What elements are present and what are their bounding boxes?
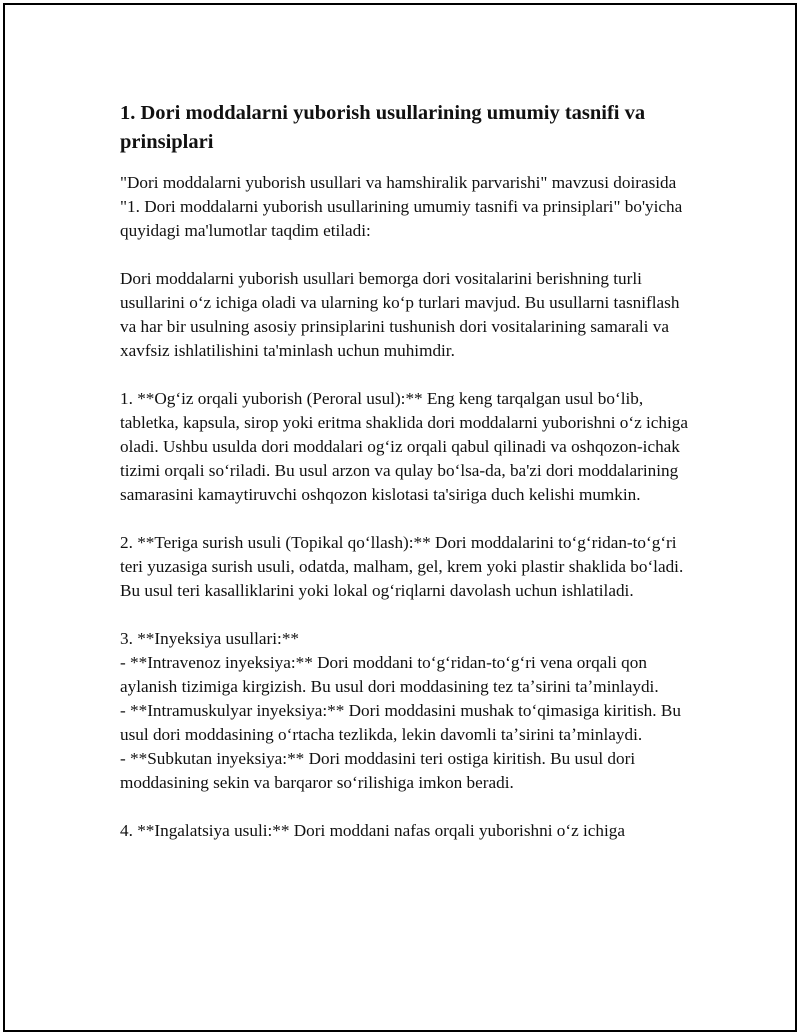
paragraph-gap [120, 363, 695, 387]
overview-paragraph: Dori moddalarni yuborish usullari bemorga dori vositalarini berishning turli usullarini oʻz ichiga oladi va ularning koʻp turlari mavjud. Bu usullarni tasniflash va har bir usulning asosiy prinsiplarini tushunish dori vositalarining samarali va xavfsiz ishlatilishini ta'minlash uchun muhimdir. [120, 269, 680, 360]
paragraph-gap [120, 795, 695, 819]
topical-route-paragraph: 2. **Teriga surish usuli (Topikal qoʻllash):** Dori moddalarini toʻgʻridan-toʻgʻri teri yuzasiga surish usuli, odatda, malham, gel, krem yoki plastir shaklida boʻladi. Bu usul teri kasalliklarini yoki lokal ogʻriqlarni davolash uchun ishlatiladi. [120, 533, 684, 600]
document-title: 1. Dori moddalarni yuborish usullarining umumiy tasnifi va prinsiplari [120, 102, 646, 153]
injection-routes-paragraph: 3. **Inyeksiya usullari:** - **Intravenoz inyeksiya:** Dori moddani toʻgʻridan-toʻgʻri vena orqali qon aylanish tizimiga kirgizish. Bu usul dori moddasining tez taʼsirini taʼminlaydi. - **Intramuskulyar inyeksiya:** Dori moddasini mushak toʻqimasiga kiritish. Bu usul dori moddasining oʻrtacha tezlikda, lekin davomli taʼsirini taʼminlaydi. - **Subkutan inyeksiya:** Dori moddasini teri ostiga kiritish. Bu usul dori moddasining sekin va barqaror soʻrilishiga imkon beradi. [120, 629, 681, 792]
page-frame [3, 3, 797, 1032]
intro-paragraph: "Dori moddalarni yuborish usullari va hamshiralik parvarishi" mavzusi doirasida "1. Dori moddalarni yuborish usullarining umumiy tasnifi va prinsiplari" bo'yicha quyidagi ma'lumotlar taqdim etiladi: [120, 173, 683, 240]
inhalation-route-paragraph: 4. **Ingalatsiya usuli:** Dori moddani nafas orqali yuborishni oʻz ichiga [120, 821, 626, 840]
document-body [120, 99, 695, 843]
oral-route-paragraph: 1. **Ogʻiz orqali yuborish (Peroral usul):** Eng keng tarqalgan usul boʻlib, tabletka, kapsula, sirop yoki eritma shaklida dori moddalarni yuborishni oʻz ichiga oladi. Ushbu usulda dori moddalari ogʻiz orqali qabul qilinadi va oshqozon-ichak tizimi orqali soʻriladi. Bu usul arzon va qulay boʻlsa-da, ba'zi dori moddalarining samarasini kamaytiruvchi oshqozon kislotasi ta'siriga duch kelishi mumkin. [120, 389, 689, 504]
paragraph-gap [120, 507, 695, 531]
paragraph-gap [120, 603, 695, 627]
paragraph-gap [120, 243, 695, 267]
